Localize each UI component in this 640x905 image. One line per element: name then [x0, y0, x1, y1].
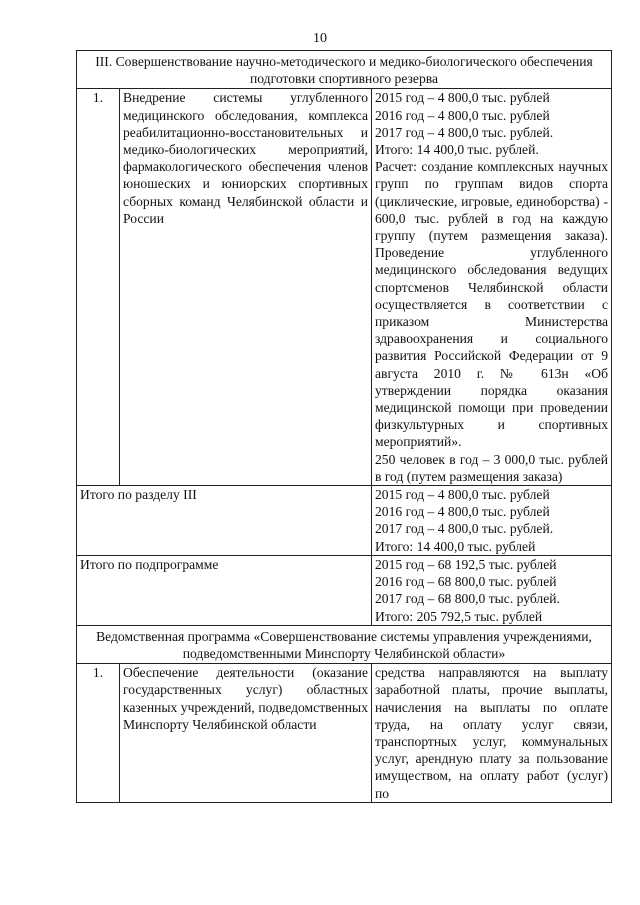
section-total-label: Итого по разделу III — [77, 486, 372, 556]
total-line: 2016 год – 4 800,0 тыс. рублей — [375, 504, 550, 520]
total-line: 2017 год – 4 800,0 тыс. рублей. — [375, 521, 554, 537]
section-total-values — [372, 486, 612, 556]
row-number: 1. — [77, 664, 120, 803]
page-number: 10 — [313, 31, 327, 46]
table-row — [77, 89, 612, 486]
people-note: 250 человек в год – 3 000,0 тыс. рублей в год (путем размещения заказа) — [375, 451, 609, 484]
funding-line: 2015 год – 4 800,0 тыс. рублей — [375, 90, 550, 106]
activity-description: Обеспечение деятельности (оказание государственных услуг) областных казенных учреждений, подведомственных Минспорту Челябинской области — [120, 664, 372, 803]
subprogram-total-row — [77, 555, 612, 625]
total-line: Итого: 205 792,5 тыс. рублей — [375, 608, 543, 624]
total-line: 2015 год – 68 192,5 тыс. рублей — [375, 556, 557, 572]
subprogram-total-values — [372, 555, 612, 625]
total-line: 2015 год – 4 800,0 тыс. рублей — [375, 487, 550, 503]
funding-line: 2017 год – 4 800,0 тыс. рублей. — [375, 124, 554, 140]
section3-title: III. Совершенствование научно-методического и медико-биологического обеспечения подготовки спортивного резерва — [77, 51, 612, 89]
total-line: 2016 год – 68 800,0 тыс. рублей — [375, 574, 557, 590]
funding-line: 2016 год – 4 800,0 тыс. рублей — [375, 107, 550, 123]
activity-description: Внедрение системы углубленного медицинского обследования, комплекса реабилитационно-восстановительных и медико-биологических мероприятий, фармакологического обеспечения членов юношеских и юниорских спортивных сборных команд Челябинской области и России — [120, 89, 372, 486]
total-line: 2017 год – 68 800,0 тыс. рублей. — [375, 591, 560, 607]
funding-total: Итого: 14 400,0 тыс. рублей. — [375, 142, 539, 158]
calculation-text: Расчет: создание комплексных научных групп по группам видов спорта (циклические, игровые, единоборства) - 600,0 тыс. рублей в год на каждую группу (путем размещения заказа). Проведение углубленного медицинского обследования ведущих спортсменов Челябинской области осуществляется в соответствии с приказом Министерства здравоохранения и социального развития Российской Федерации от 9 августа 2010 г. № 613н «Об утверждении порядка оказания медицинской помощи при проведении физкультурных и спортивных мероприятий». — [375, 159, 609, 450]
funding-cell — [372, 89, 612, 486]
section-header-row — [77, 51, 612, 89]
subprogram-total-label: Итого по подпрограмме — [77, 555, 372, 625]
section-header-row — [77, 625, 612, 663]
row-number: 1. — [77, 89, 120, 486]
table-row — [77, 664, 612, 803]
funding-text: средства направляются на выплату заработной платы, прочие выплаты, начисления на выплаты по оплате труда, на оплату услуг связи, транспортных услуг, коммунальных услуг, арендную плату за пользование имуществом, на оплату работ (услуг) по — [372, 664, 612, 803]
dept-program-title: Ведомственная программа «Совершенствование системы управления учреждениями, подведомственными Минспорту Челябинской области» — [77, 625, 612, 663]
total-line: Итого: 14 400,0 тыс. рублей — [375, 538, 536, 554]
section-total-row — [77, 486, 612, 556]
program-table — [76, 50, 612, 803]
